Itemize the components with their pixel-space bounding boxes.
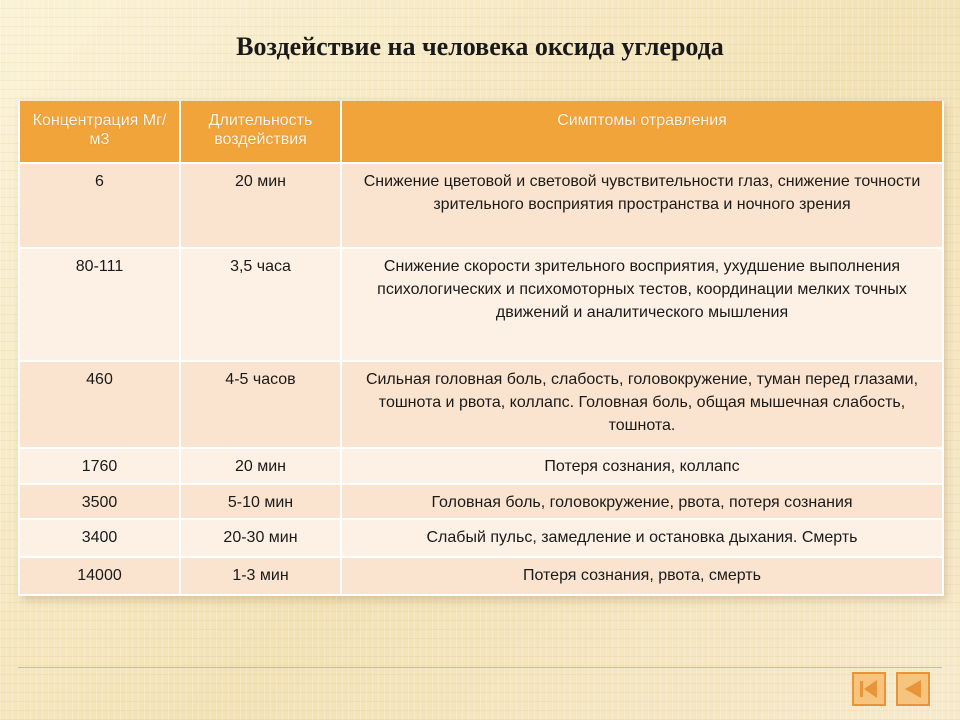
first-slide-button[interactable] — [852, 672, 886, 706]
table-header-row — [19, 101, 943, 163]
table-row — [19, 557, 943, 595]
table-row — [19, 361, 943, 448]
concentration-cell: 1760 — [19, 448, 180, 484]
duration-cell: 3,5 часа — [180, 248, 341, 361]
duration-cell: 4-5 часов — [180, 361, 341, 448]
slide-title: Воздействие на человека оксида углерода — [236, 32, 724, 61]
header-concentration: Концентрация Мг/м3 — [19, 101, 180, 163]
duration-cell: 20 мин — [180, 448, 341, 484]
symptoms-cell: Снижение цветовой и световой чувствительности глаз, снижение точности зрительного восприятия пространства и ночного зрения — [341, 163, 943, 248]
symptoms-cell: Снижение скорости зрительного восприятия, ухудшение выполнения психологических и психомоторных тестов, координации мелких точных движений и аналитического мышления — [341, 248, 943, 361]
symptoms-cell: Головная боль, головокружение, рвота, потеря сознания — [341, 484, 943, 519]
header-symptoms: Симптомы отравления — [341, 101, 943, 163]
concentration-cell: 14000 — [19, 557, 180, 595]
previous-slide-icon — [900, 676, 926, 702]
table-row — [19, 248, 943, 361]
co-effects-table — [18, 101, 942, 596]
symptoms-cell: Сильная головная боль, слабость, головокружение, туман перед глазами, тошнота и рвота, коллапс. Головная боль, общая мышечная слабость, тошнота. — [341, 361, 943, 448]
first-slide-icon — [856, 676, 882, 702]
duration-cell: 1-3 мин — [180, 557, 341, 595]
concentration-cell: 80-111 — [19, 248, 180, 361]
concentration-cell: 6 — [19, 163, 180, 248]
duration-cell: 20-30 мин — [180, 519, 341, 557]
footer-divider — [18, 667, 942, 668]
table-row — [19, 519, 943, 557]
concentration-cell: 460 — [19, 361, 180, 448]
table-row — [19, 163, 943, 248]
symptoms-cell: Потеря сознания, коллапс — [341, 448, 943, 484]
header-duration: Длительность воздействия — [180, 101, 341, 163]
table-row — [19, 448, 943, 484]
symptoms-cell: Потеря сознания, рвота, смерть — [341, 557, 943, 595]
symptoms-cell: Слабый пульс, замедление и остановка дыхания. Смерть — [341, 519, 943, 557]
concentration-cell: 3400 — [19, 519, 180, 557]
duration-cell: 20 мин — [180, 163, 341, 248]
concentration-cell: 3500 — [19, 484, 180, 519]
table-row — [19, 484, 943, 519]
previous-slide-button[interactable] — [896, 672, 930, 706]
duration-cell: 5-10 мин — [180, 484, 341, 519]
